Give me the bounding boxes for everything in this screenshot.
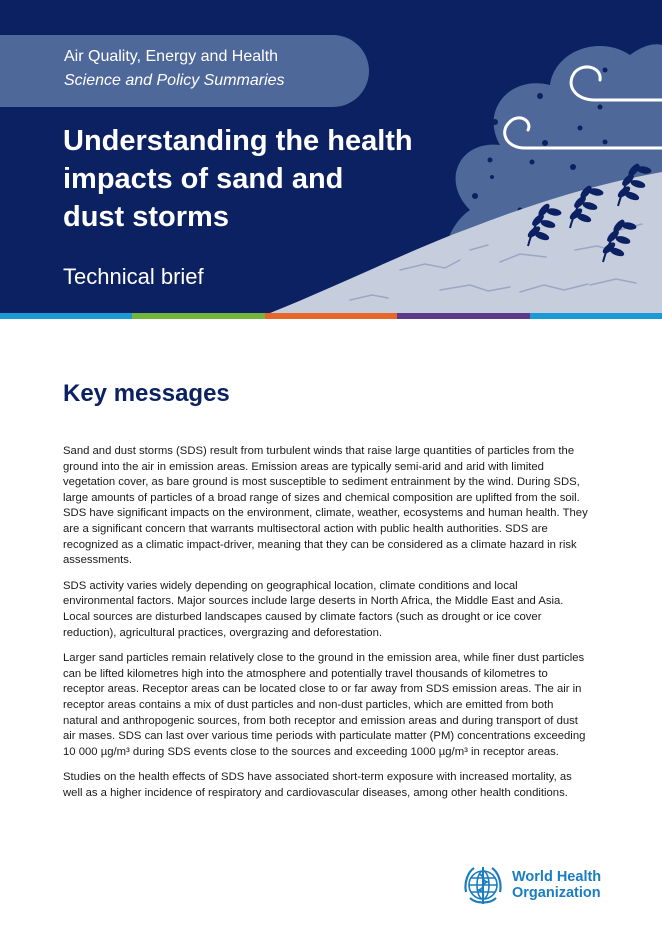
section-heading: Key messages xyxy=(63,380,230,407)
organization-name-line-2: Organization xyxy=(512,885,601,901)
paragraph: Studies on the health effects of SDS have associated short-term exposure with increased mortality, as well as a higher incidence of respiratory and cardiovascular diseases, among other health conditions. xyxy=(63,771,572,799)
series-title: Air Quality, Energy and Health xyxy=(64,48,279,65)
organization-name-line-1: World Health xyxy=(512,869,602,885)
paragraph: Larger sand particles remain relatively close to the ground in the emission area, while finer dust particles can be lifted kilometres high into the atmosphere and potentially travel thousands of kilometres to receptor areas. Receptor areas can be located close to or far away from SDS emission areas. The air in receptor areas contains a mix of dust particles and non-dust particles, which are emitted from both natural and anthropogenic sources, from both receptor and emission areas and during transport of dust air mases. SDS can last over various time periods with particulate matter (PM) concentrations exceeding 10 000 µg/m³ during SDS events close to the sources and exceeding 1000 µg/m³ in receptor areas. xyxy=(63,652,586,758)
color-strip-segment xyxy=(397,313,529,319)
color-strip-segment xyxy=(0,313,132,319)
header-banner xyxy=(0,0,662,313)
paragraph: SDS activity varies widely depending on geographical location, climate conditions and local environmental factors. Major sources include large deserts in North Africa, the Middle East and Asia. Local sources are disturbed landscapes caused by climate factors (such as drought or ice cover reduction), agricultural practices, overgrazing and deforestation. xyxy=(63,579,564,639)
who-emblem-icon xyxy=(460,862,506,908)
title-line-3: dust storms xyxy=(63,201,229,233)
color-strip-segment xyxy=(530,313,662,319)
who-logo xyxy=(460,860,610,910)
series-subtitle: Science and Policy Summaries xyxy=(64,72,285,89)
title-line-1: Understanding the health xyxy=(63,125,413,157)
dust-storm-illustration xyxy=(0,0,662,313)
body-text xyxy=(63,444,588,811)
organization-name xyxy=(512,869,601,901)
color-strip-segment xyxy=(265,313,397,319)
paragraph: Sand and dust storms (SDS) result from turbulent winds that raise large quantities of particles from the ground into the air in emission areas. Emission areas are typically semi-arid and arid with limited vegetation cover, as bare ground is most susceptible to sediment entrainment by the wind. During SDS, large amounts of particles of a broad range of sizes and chemical composition are uplifted from the soil. SDS have significant impacts on the environment, climate, weather, ecosystems and human health. They are a significant concern that warrants multisectoral action with public health authorities. SDS are recognized as a climatic impact-driver, meaning that they can be considered as a climate hazard in risk assessments. xyxy=(63,445,588,567)
document-type: Technical brief xyxy=(63,264,204,289)
title-line-2: impacts of sand and xyxy=(63,163,344,195)
color-strip xyxy=(0,313,662,319)
color-strip-segment xyxy=(132,313,264,319)
